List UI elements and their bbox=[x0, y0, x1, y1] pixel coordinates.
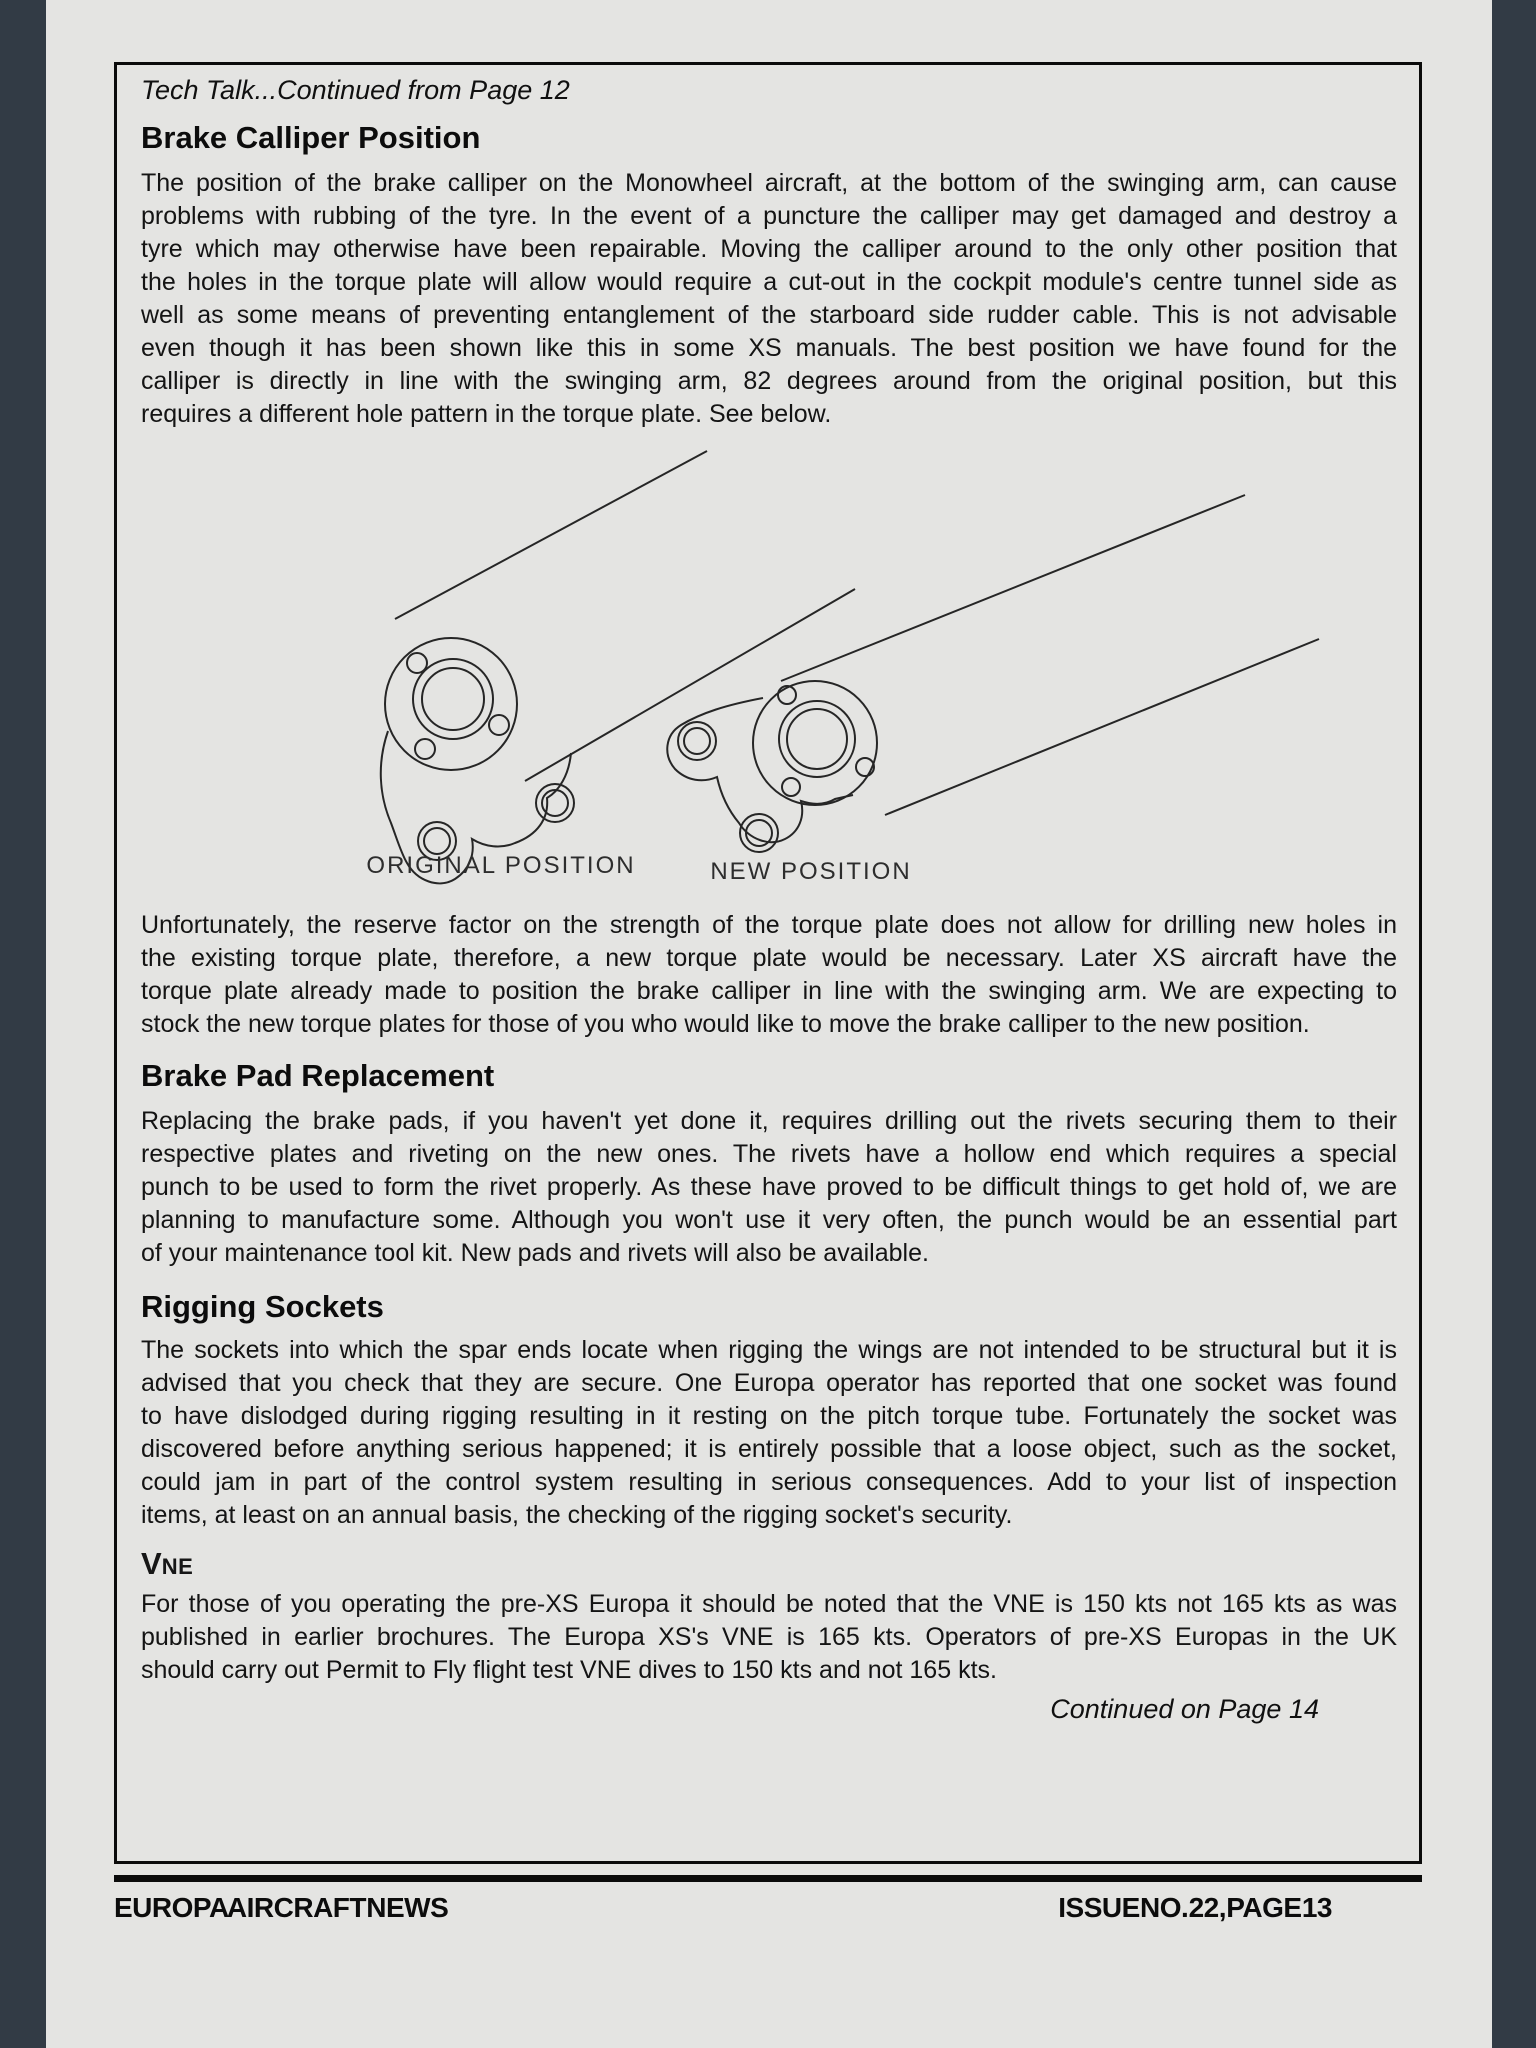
paragraph-brake-calliper bbox=[141, 167, 1397, 431]
text-line: of your maintenance tool kit. New pads and rivets will also be available. bbox=[141, 1239, 929, 1267]
text-line: Unfortunately, the reserve factor on the strength of the torque plate does not allow for drilling new holes in bbox=[141, 911, 1397, 939]
text-line: discovered before anything serious happened; it is entirely possible that a loose object, such as the socket, bbox=[141, 1435, 1397, 1463]
text-line: The sockets into which the spar ends locate when rigging the wings are not intended to be structural but it is bbox=[141, 1336, 1397, 1364]
figure-label-original-position: ORIGINAL POSITION bbox=[366, 852, 636, 879]
paragraph-brake-pad bbox=[141, 1105, 1397, 1270]
text-line: The position of the brake calliper on the Monowheel aircraft, at the bottom of the swinging arm, can cause bbox=[141, 169, 1397, 197]
text-line: respective plates and riveting on the new ones. The rivets have a hollow end which requires a special bbox=[141, 1140, 1397, 1168]
continuation-header: Tech Talk...Continued from Page 12 bbox=[141, 75, 570, 105]
page-content-box bbox=[114, 62, 1422, 1864]
text-line: stock the new torque plates for those of you who would like to move the brake calliper to the new position. bbox=[141, 1010, 1310, 1038]
vne-v: V bbox=[141, 1546, 162, 1581]
text-line: punch to be used to form the rivet properly. As these have proved to be difficult things to get hold of, we are bbox=[141, 1173, 1397, 1201]
figure-label-new-position: NEW POSITION bbox=[710, 858, 912, 885]
text-line: items, at least on an annual basis, the checking of the rigging socket's security. bbox=[141, 1501, 1013, 1529]
text-line: requires a different hole pattern in the torque plate. See below. bbox=[141, 400, 832, 428]
footer-newsletter-title: EUROPA AIRCRAFT NEWS bbox=[114, 1892, 449, 1923]
text-line: calliper is directly in line with the swinging arm, 82 degrees around from the original position, but this bbox=[141, 367, 1397, 395]
heading-brake-calliper-position: Brake Calliper Position bbox=[141, 120, 481, 155]
footer-rule bbox=[114, 1875, 1422, 1882]
text-line: advised that you check that they are secure. One Europa operator has reported that one socket was found bbox=[141, 1369, 1397, 1397]
right-frame-bar bbox=[1492, 0, 1536, 2048]
vne-ne: NE bbox=[161, 1554, 194, 1579]
text-line: the holes in the torque plate will allow would require a cut-out in the cockpit module's centre tunnel side as bbox=[141, 268, 1397, 296]
torque-plate-figure bbox=[141, 443, 1397, 893]
text-line: Replacing the brake pads, if you haven't yet done it, requires drilling out the rivets securing them to their bbox=[141, 1107, 1397, 1135]
text-line: problems with rubbing of the tyre. In the event of a puncture the calliper may get damaged and destroy a bbox=[141, 202, 1397, 230]
text-line: the existing torque plate, therefore, a new torque plate would be necessary. Later XS aircraft have the bbox=[141, 944, 1397, 972]
torque-plate-drawing bbox=[141, 443, 1401, 893]
text-line: even though it has been shown like this in some XS manuals. The best position we have found for the bbox=[141, 334, 1397, 362]
continued-note: Continued on Page 14 bbox=[1050, 1694, 1319, 1724]
text-line: to have dislodged during rigging resulting in it resting on the pitch torque tube. Fortunately the socket was bbox=[141, 1402, 1397, 1430]
paragraph-rigging-sockets bbox=[141, 1334, 1397, 1532]
text-line: could jam in part of the control system resulting in serious consequences. Add to your list of inspection bbox=[141, 1468, 1397, 1496]
text-line: planning to manufacture some. Although you won't use it very often, the punch would be an essential part bbox=[141, 1206, 1397, 1234]
heading-vne bbox=[141, 1546, 1397, 1582]
left-frame-bar bbox=[0, 0, 46, 2048]
heading-rigging-sockets: Rigging Sockets bbox=[141, 1289, 384, 1324]
text-line: should carry out Permit to Fly flight test VNE dives to 150 kts and not 165 kts. bbox=[141, 1656, 997, 1684]
text-line: well as some means of preventing entanglement of the starboard side rudder cable. This is not advisable bbox=[141, 301, 1397, 329]
paragraph-torque-plate bbox=[141, 909, 1397, 1041]
text-line: published in earlier brochures. The Europa XS's VNE is 165 kts. Operators of pre-XS Europas in the UK bbox=[141, 1623, 1397, 1651]
original-position-drawing bbox=[381, 451, 855, 883]
text-line: torque plate already made to position the brake calliper in line with the swinging arm. We are expecting to bbox=[141, 977, 1397, 1005]
footer-issue-page: ISSUE NO. 22, PAGE 13 bbox=[1058, 1892, 1332, 1923]
text-line: For those of you operating the pre-XS Europa it should be noted that the VNE is 150 kts not 165 kts as was bbox=[141, 1590, 1397, 1618]
heading-brake-pad-replacement: Brake Pad Replacement bbox=[141, 1058, 495, 1093]
text-line: tyre which may otherwise have been repairable. Moving the calliper around to the only other position that bbox=[141, 235, 1397, 263]
paragraph-vne bbox=[141, 1588, 1397, 1687]
new-position-drawing bbox=[667, 495, 1319, 852]
